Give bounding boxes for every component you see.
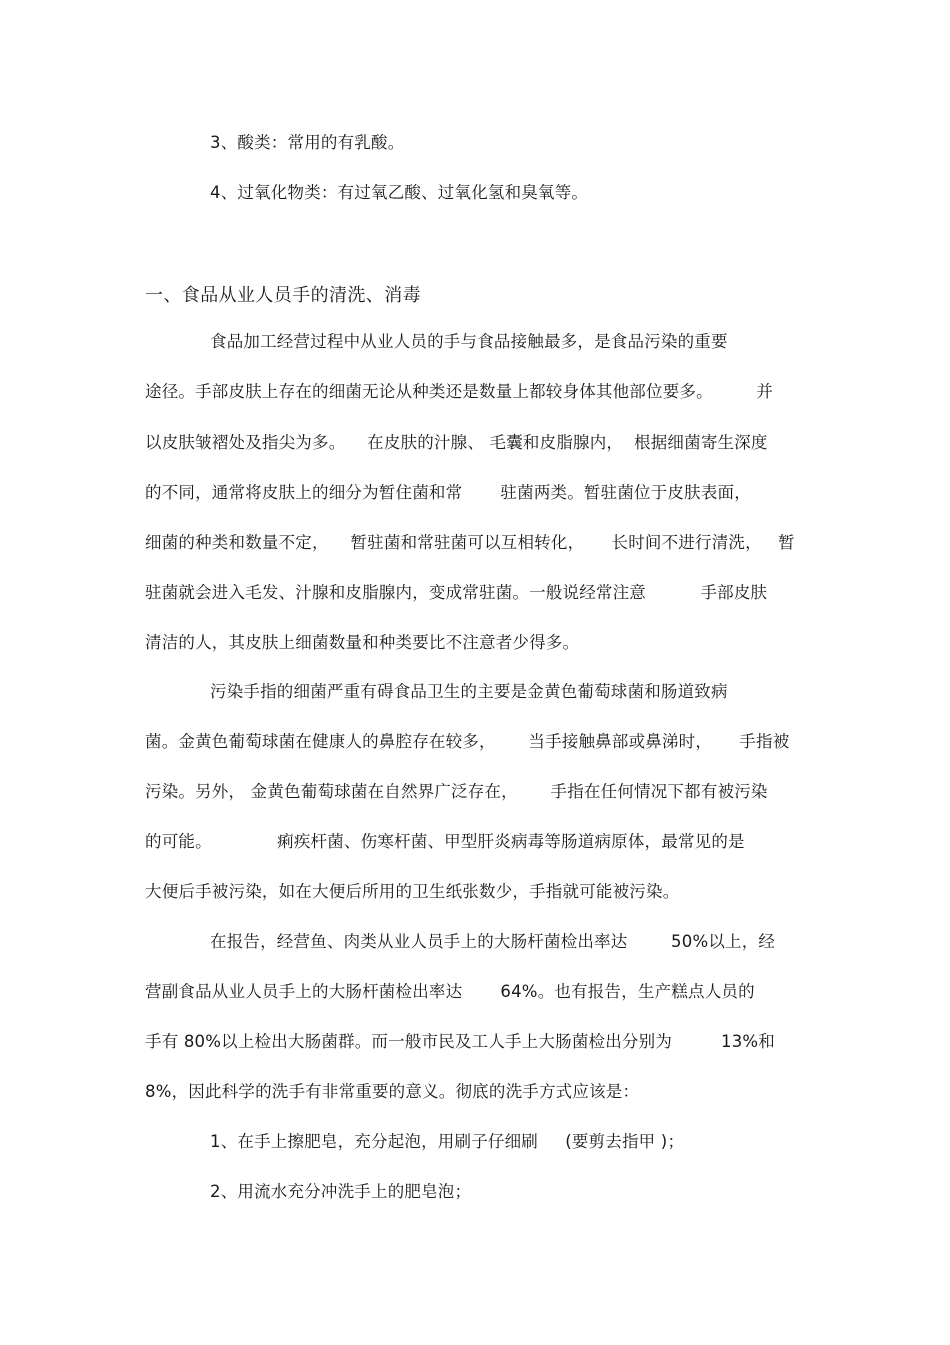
paragraph-line: 的可能。 痢疾杆菌、伤寒杆菌、甲型肝炎病毒等肠道病原体，最常见的是 [145,832,745,851]
paragraph-line: 食品加工经营过程中从业人员的手与食品接触最多，是食品污染的重要 [210,332,728,351]
paragraph-line: 8%，因此科学的洗手有非常重要的意义。彻底的洗手方式应该是： [145,1082,640,1101]
list-item: 1、在手上擦肥皂，充分起泡，用刷子仔细刷 (要剪去指甲 )； [210,1132,685,1151]
paragraph-line: 在报告，经营鱼、肉类从业人员手上的大肠杆菌检出率达 50%以上，经 [210,932,776,951]
paragraph-line: 污染手指的细菌严重有碍食品卫生的主要是金黄色葡萄球菌和肠道致病 [210,682,728,701]
paragraph-line: 清洁的人，其皮肤上细菌数量和种类要比不注意者少得多。 [145,633,580,652]
list-item: 2、用流水充分冲洗手上的肥皂泡； [210,1182,472,1201]
paragraph-line: 细菌的种类和数量不定， 暂驻菌和常驻菌可以互相转化， 长时间不进行清洗， 暂 [145,533,795,552]
paragraph-line: 手有 80%以上检出大肠菌群。而一般市民及工人手上大肠菌检出分别为 13%和 [145,1032,775,1051]
paragraph-line: 菌。金黄色葡萄球菌在健康人的鼻腔存在较多， 当手接触鼻部或鼻涕时， 手指被 [145,732,790,751]
paragraph-line: 驻菌就会进入毛发、汁腺和皮脂腺内，变成常驻菌。一般说经常注意 手部皮肤 [145,583,768,602]
list-item: 3、酸类：常用的有乳酸。 [210,133,405,152]
paragraph-line: 以皮肤皱褶处及指尖为多。 在皮肤的汁腺、 毛囊和皮脂腺内， 根据细菌寄生深度 [145,433,768,452]
list-item: 4、过氧化物类：有过氧乙酸、过氧化氢和臭氧等。 [210,183,589,202]
paragraph-line: 途径。手部皮肤上存在的细菌无论从种类还是数量上都较身体其他部位要多。 并 [145,382,774,401]
paragraph-line: 营副食品从业人员手上的大肠杆菌检出率达 64%。也有报告，生产糕点人员的 [145,982,755,1001]
paragraph-line: 污染。另外， 金黄色葡萄球菌在自然界广泛存在， 手指在任何情况下都有被污染 [145,782,768,801]
paragraph-line: 大便后手被污染，如在大便后所用的卫生纸张数少，手指就可能被污染。 [145,882,680,901]
paragraph-line: 的不同，通常将皮肤上的细分为暂住菌和常 驻菌两类。暂驻菌位于皮肤表面， [145,483,751,502]
section-heading: 一、食品从业人员手的清洗、消毒 [145,285,421,306]
